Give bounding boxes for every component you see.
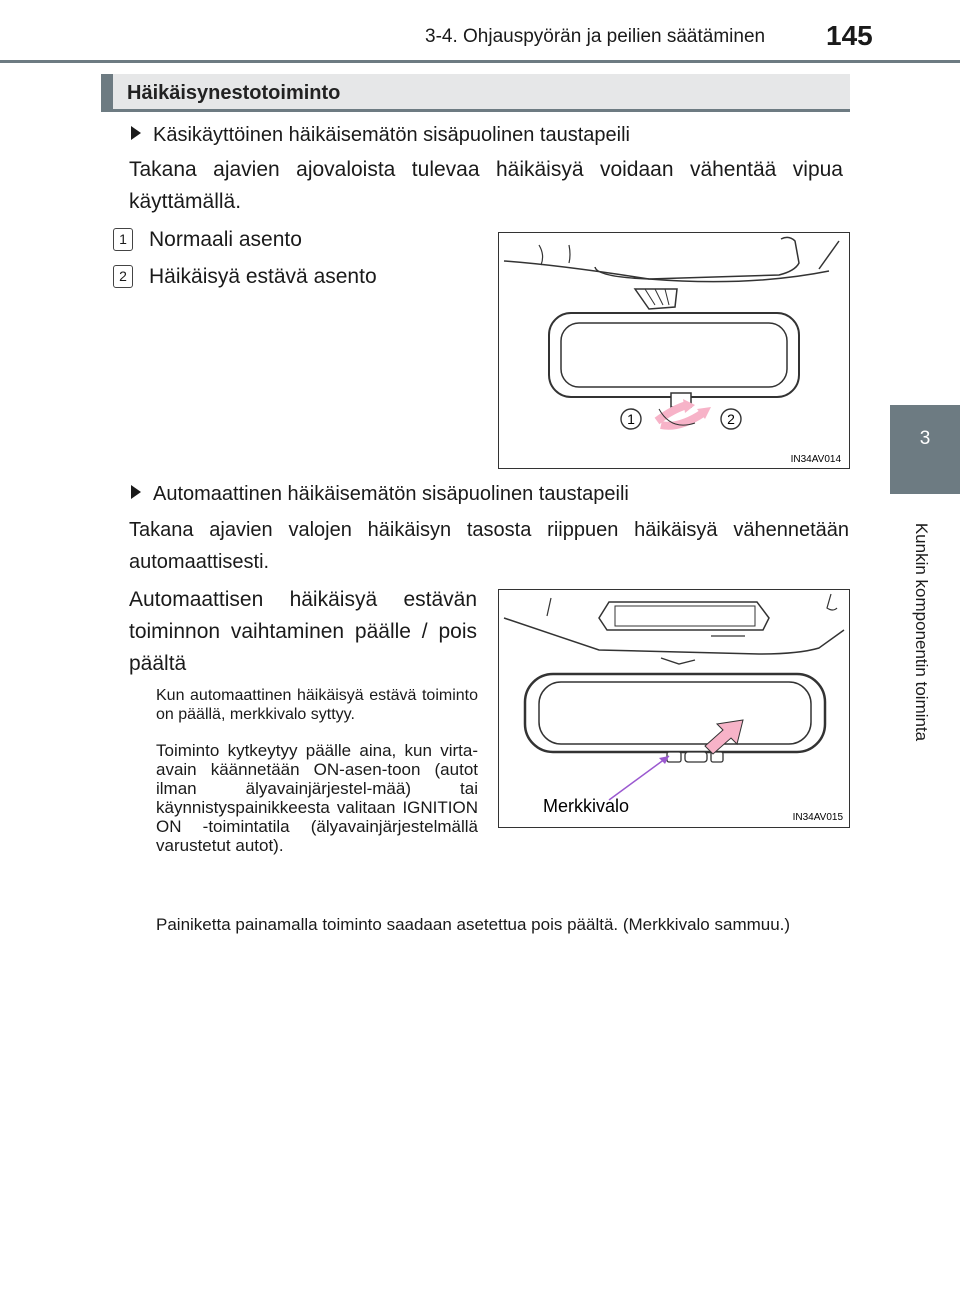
list-item [113,228,302,252]
auto-mirror-description: Takana ajavien valojen häikäisyn tasosta riippuen häikäisyä vähennetään automaattisesti. [129,519,849,573]
item-label-1: Normaali asento [149,228,302,251]
page-number: 145 [826,20,873,51]
item-number-2: 2 [113,265,133,288]
manual-mirror-heading [131,124,630,147]
auto-mirror-heading-text: Automaattinen häikäisemätön sisäpuolinen taustapeili [153,483,629,505]
callout-2: 2 [727,411,735,427]
list-item [113,265,377,289]
manual-mirror-heading-text: Käsikäyttöinen häikäisemätön sisäpuolinen taustapeili [153,124,630,146]
item-label-2: Häikäisyä estävä asento [149,265,377,288]
indicator-label: Merkkivalo [543,796,630,816]
chapter-tab [890,405,960,494]
item-number-1: 1 [113,228,133,251]
triangle-bullet-icon [131,126,141,140]
callout-1: 1 [627,411,635,427]
chapter-number: 3 [919,428,931,449]
header-rule [0,60,960,63]
manual-mirror-figure [498,232,850,469]
auto-mirror-heading [131,483,629,506]
note-ignition: Toiminto kytkeytyy päälle aina, kun virta-avain käännetään ON-asen-toon (autot ilman älyavainjärjestel-mää) tai käynnistyspainikkeesta valitaan IGNITION ON -toimintatila (älyavainjärjestelmällä varustetut autot). [156,741,478,855]
manual-mirror-description: Takana ajavien ajovaloista tulevaa häikäisyä voidaan vähentää vipua käyttämällä. [129,158,843,213]
manual-mirror-illustration [499,233,849,468]
figure-code: IN34AV014 [790,454,841,465]
section-title: Häikäisynestotoiminto [127,82,341,104]
chapter-title [894,498,934,768]
toggle-subheading: Automaattisen häikäisyä estävän toiminnon vaihtaminen päälle / pois päältä [129,588,477,675]
auto-mirror-figure [498,589,850,828]
chapter-title-text: Kunkin komponentin toiminta [912,522,931,742]
section-heading [101,74,850,112]
triangle-bullet-icon [131,485,141,499]
note-button: Painiketta painamalla toiminto saadaan asetettua pois päältä. (Merkkivalo sammuu.) [156,915,791,934]
note-indicator: Kun automaattinen häikäisyä estävä toiminto on päällä, merkkivalo syttyy. [156,687,478,723]
running-header: 3-4. Ohjauspyörän ja peilien säätäminen [425,26,766,47]
auto-mirror-illustration [499,590,849,827]
figure-code: IN34AV015 [792,812,843,823]
